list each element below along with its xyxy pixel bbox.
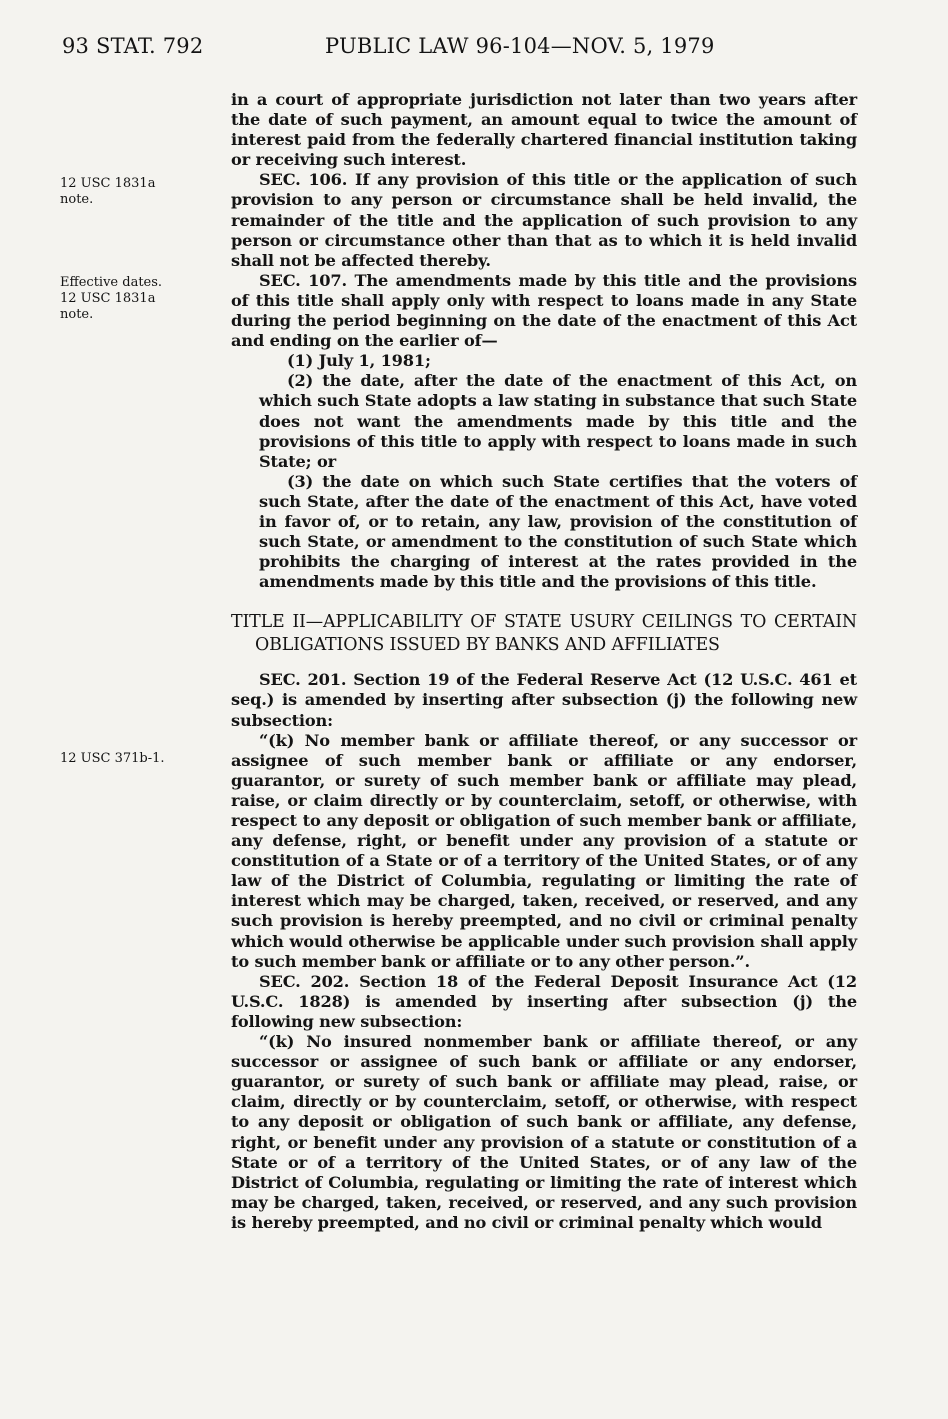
subsection-k-nonmember-bank: “(k) No insured nonmember bank or affiliate thereof, or any successor or assignee of such bank or affiliate or any endorser, guarantor, or surety of such bank or affiliate may plead, raise, or claim, directly or by counterclaim, setoff, or otherwise, with respect to any deposit or obligation of such bank or affiliate, any defense, right, or benefit under any provision of a statute or constitution of a State or of a territory of the United States, or of any law of the District of Columbia, regulating or limiting the rate of interest which may be charged, taken, received, or reserved, and any such provision is hereby preempted, and no civil or criminal penalty which would: [231, 1032, 857, 1232]
section-201: SEC. 201. Section 19 of the Federal Reserve Act (12 U.S.C. 461 et seq.) is amended by inserting after subsection (j) the following new subsection:: [231, 670, 857, 730]
running-head: PUBLIC LAW 96-104—NOV. 5, 1979: [325, 34, 715, 58]
subsection-k-member-bank: “(k) No member bank or affiliate thereof, or any successor or assignee of such member bank or affiliate or any endorser, guarantor, or surety of such member bank or affiliate may plead, raise, or claim directly or by counterclaim, setoff, or otherwise, with respect to any deposit or obligation of such member bank or affiliate, any defense, right, or benefit under any provision of a statute or constitution of a State or of a territory of the United States, or of any law of the District of Columbia, regulating or limiting the rate of interest which may be charged, taken, received, or reserved, and any such provision is hereby preempted, and no civil or criminal penalty which would otherwise be applicable under such provision shall apply to such member bank or affiliate or to any other person.”.: [231, 730, 857, 971]
margin-note: Effective dates.: [60, 275, 163, 290]
margin-note: 12 USC 1831a: [60, 176, 156, 191]
margin-note: note.: [60, 307, 94, 322]
list-item-3: (3) the date on which such State certifies that the voters of such State, after the date of the enactment of this Act, have voted in favor of, or to retain, any law, provision of the constitution of such State, or amendment to the constitution of such State which prohibits the charging of interest at the rates provided in the amendments made by this title and the provisions of this title.: [259, 471, 857, 592]
margin-note: 12 USC 1831a: [60, 291, 156, 306]
paragraph-continued: in a court of appropriate jurisdiction not later than two years after the date of such payment, an amount equal to twice the amount of interest paid from the federally chartered financial institution taking or receiving such interest.: [231, 90, 857, 170]
section-107: SEC. 107. The amendments made by this title and the provisions of this title shall apply only with respect to loans made in any State during the period beginning on the date of the enactment of this Act and ending on the earlier of—: [231, 270, 857, 351]
list-item-1: (1) July 1, 1981;: [287, 351, 431, 371]
section-202: SEC. 202. Section 18 of the Federal Deposit Insurance Act (12 U.S.C. 1828) is amended by inserting after subsection (j) the following new subsection:: [231, 971, 857, 1031]
body-text: [231, 90, 857, 1233]
page-stat-number: 93 STAT. 792: [62, 34, 204, 58]
title-heading: TITLE II—APPLICABILITY OF STATE USURY CEILINGS TO CERTAIN OBLIGATIONS ISSUED BY BANKS AND AFFILIATES: [231, 612, 857, 656]
list-item-2: (2) the date, after the date of the enactment of this Act, on which such State adopts a law stating in substance that such State does not want the amendments made by this title and the provisions of this title to apply with respect to loans made in such State; or: [259, 371, 857, 471]
margin-note: note.: [60, 192, 94, 207]
margin-note: 12 USC 371b-1.: [60, 751, 165, 766]
section-106: SEC. 106. If any provision of this title or the application of such provision to any person or circumstance shall be held invalid, the remainder of the title and the application of such provision to any person or circumstance other than that as to which it is held invalid shall not be affected thereby.: [231, 170, 857, 270]
